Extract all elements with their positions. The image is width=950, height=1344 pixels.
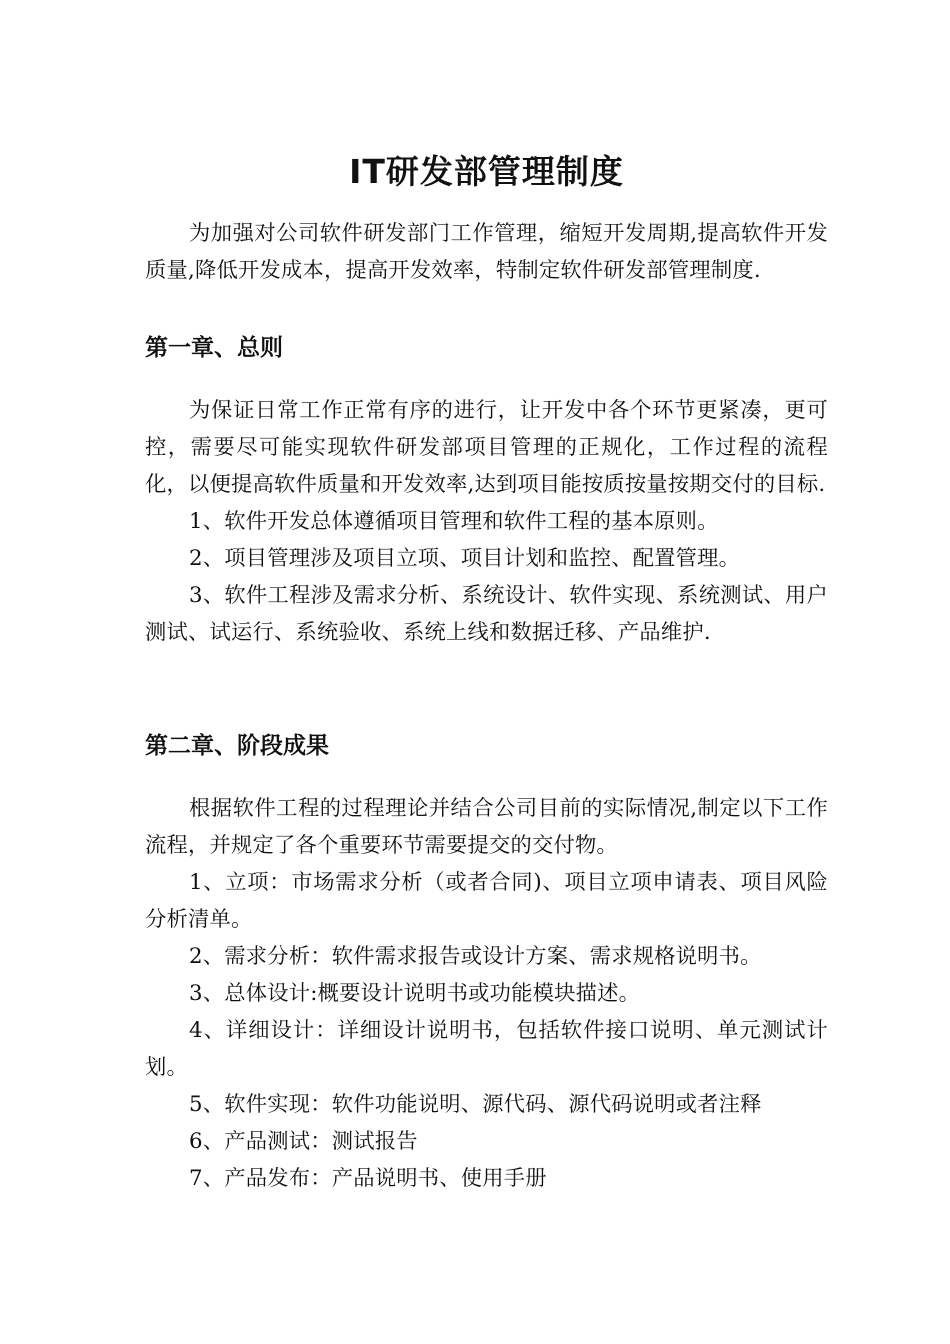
chapter2-item: 6、产品测试：测试报告 [189,1129,418,1154]
document-title: IT研发部管理制度 [349,152,624,192]
intro-paragraph: 为加强对公司软件研发部门工作管理，缩短开发周期,提高软件开发质量,降低开发成本，提高开发效率，特制定软件研发部管理制度. [145,221,828,283]
chapter2-heading: 第二章、阶段成果 [145,733,329,759]
intro-section [145,215,828,289]
chapter2-item: 7、产品发布：产品说明书、使用手册 [189,1166,547,1191]
chapter1-item: 1、软件开发总体遵循项目管理和软件工程的基本原则。 [189,509,719,534]
chapter2-item: 4、详细设计：详细设计说明书，包括软件接口说明、单元测试计划。 [145,1018,828,1080]
chapter1-item: 3、软件工程涉及需求分析、系统设计、软件实现、系统测试、用户测试、试运行、系统验收、系统上线和数据迁移、产品维护. [145,583,828,645]
chapter2-item: 1、立项：市场需求分析（或者合同)、项目立项申请表、项目风险分析清单。 [145,870,828,932]
chapter1-paragraph: 为保证日常工作正常有序的进行，让开发中各个环节更紧凑，更可控，需要尽可能实现软件研发部项目管理的正规化，工作过程的流程化，以便提高软件质量和开发效率,达到项目能按质按量按期交付的目标. [145,398,828,497]
chapter2-item: 2、需求分析：软件需求报告或设计方案、需求规格说明书。 [189,944,762,969]
chapter2-paragraph: 根据软件工程的过程理论并结合公司目前的实际情况,制定以下工作流程，并规定了各个重要环节需要提交的交付物。 [145,796,828,858]
chapter1-item: 2、项目管理涉及项目立项、项目计划和监控、配置管理。 [189,546,741,571]
chapter2-item: 5、软件实现：软件功能说明、源代码、源代码说明或者注释 [189,1092,762,1117]
chapter2-body [145,790,828,1197]
chapter1-heading: 第一章、总则 [145,335,283,361]
chapter1-body [145,392,828,651]
chapter2-item: 3、总体设计:概要设计说明书或功能模块描述。 [189,981,641,1006]
